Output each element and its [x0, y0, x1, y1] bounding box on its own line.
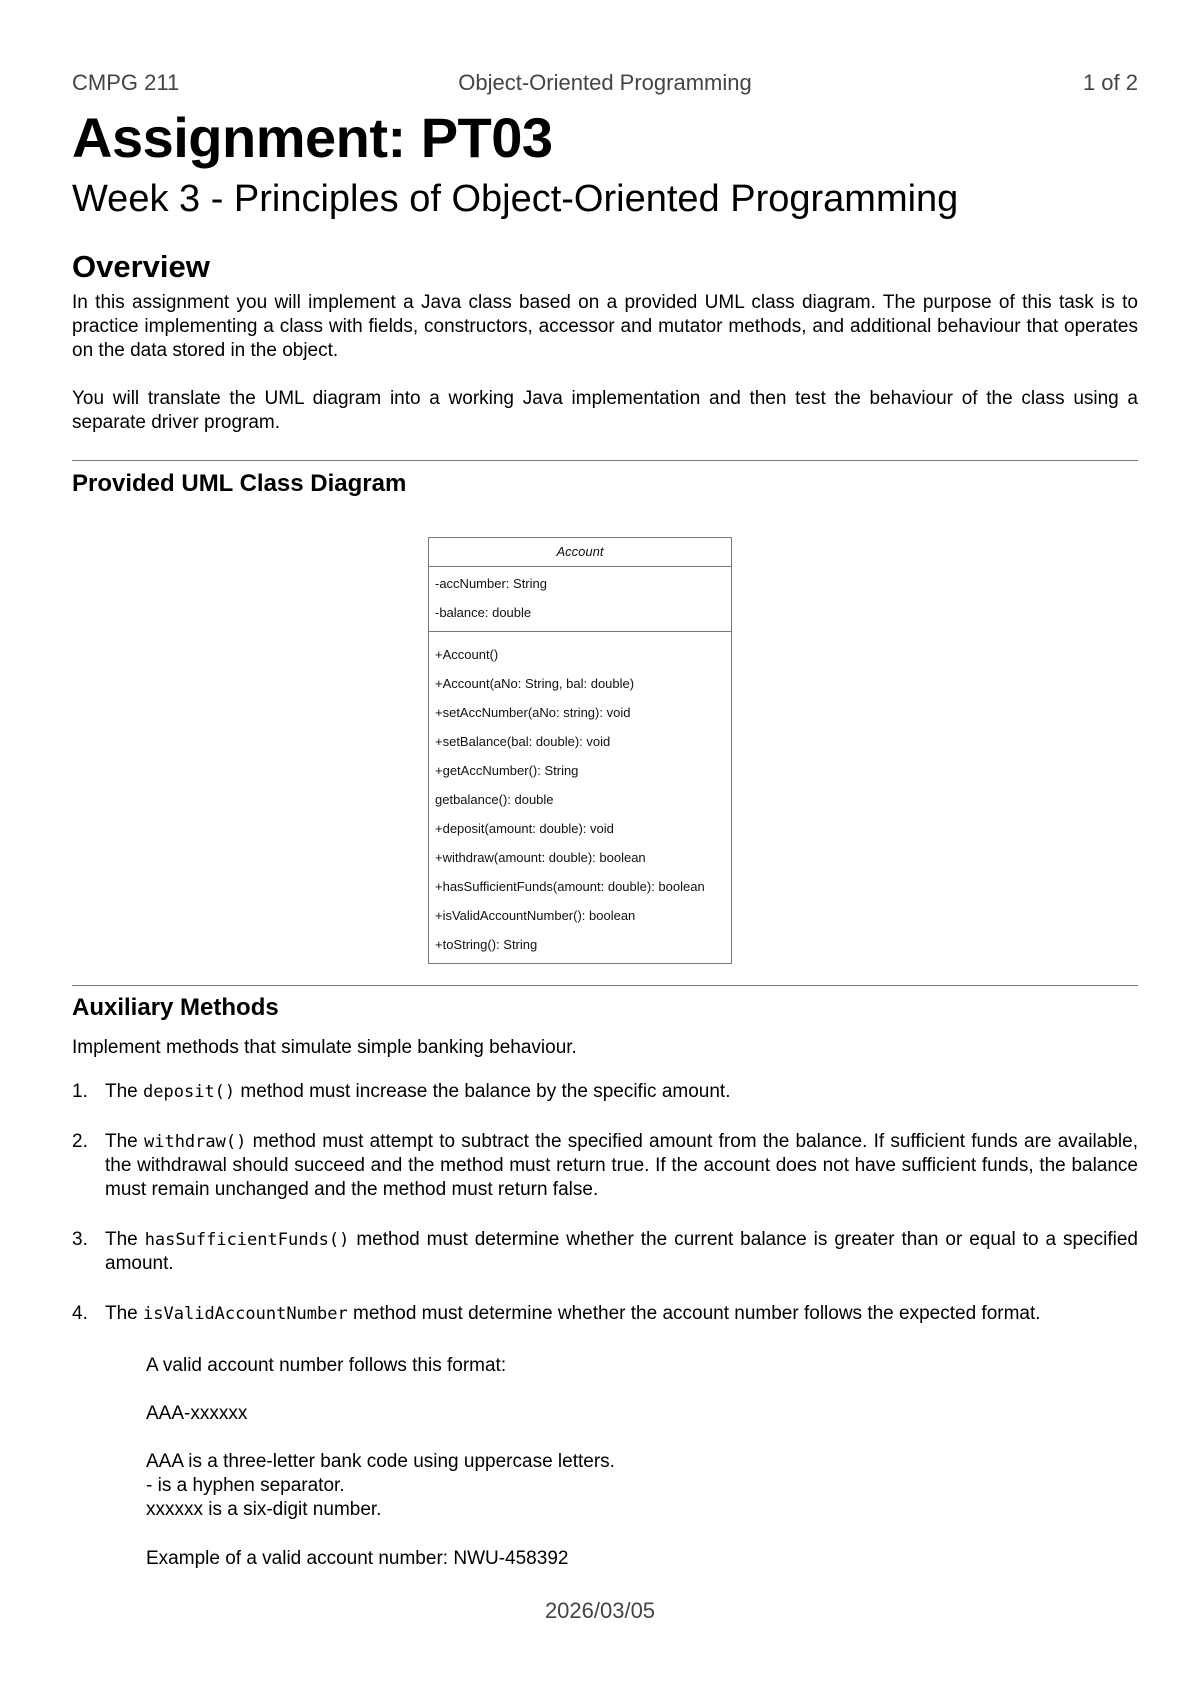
uml-operation: +Account(aNo: String, bal: double) [435, 676, 635, 691]
uml-attribute: -accNumber: String [435, 576, 547, 591]
uml-operation: +isValidAccountNumber(): boolean [435, 908, 636, 923]
overview-paragraph-2: You will translate the UML diagram into a working Java implementation and then test the behaviour of the class using a separate driver program. [72, 388, 1138, 433]
list-text: method must attempt to subtract the specified amount from the balance. If sufficient funds are available, the withdrawal should succeed and the method must return true. If the account does not have sufficient funds, the balance must remain unchanged and the method must return false. [105, 1131, 1138, 1200]
overview-paragraph-1: In this assignment you will implement a Java class based on a provided UML class diagram. The purpose of this task is to practice implementing a class with fields, constructors, accessor and mutator methods, and additional behaviour that operates on the data stored in the object. [72, 292, 1138, 361]
section-divider [72, 460, 1138, 461]
page-header [72, 70, 1138, 100]
method-name: deposit() [143, 1082, 236, 1102]
course-subject: Object-Oriented Programming [458, 70, 752, 95]
uml-operation: +withdraw(amount: double): boolean [435, 850, 646, 865]
uml-operation: +setAccNumber(aNo: string): void [435, 705, 631, 720]
format-intro: A valid account number follows this format: [146, 1355, 507, 1376]
list-number: 2. [72, 1131, 88, 1152]
section-divider [72, 985, 1138, 986]
method-name: isValidAccountNumber [143, 1304, 348, 1324]
method-name: withdraw() [143, 1132, 247, 1152]
uml-operation: +deposit(amount: double): void [435, 821, 614, 836]
uml-operation: +toString(): String [435, 937, 538, 952]
page-title: Assignment: PT03 [72, 106, 553, 169]
list-text: method must determine whether the current balance is greater than or equal to a specified amount. [105, 1229, 1138, 1274]
list-text: The [105, 1229, 145, 1250]
list-text: The [105, 1303, 144, 1324]
list-number: 3. [72, 1229, 88, 1250]
format-pattern: AAA-xxxxxx [146, 1403, 248, 1424]
uml-operation: +setBalance(bal: double): void [435, 734, 611, 749]
list-number: 4. [72, 1303, 88, 1324]
uml-section-heading: Provided UML Class Diagram [72, 470, 407, 497]
example-label: Example of a valid account number: [146, 1548, 454, 1569]
uml-operation: +getAccNumber(): String [435, 763, 579, 778]
uml-class-diagram [428, 537, 732, 964]
page-number: 1 of 2 [1082, 70, 1138, 95]
uml-operation: +Account() [435, 647, 499, 662]
auxiliary-intro: Implement methods that simulate simple banking behaviour. [72, 1037, 577, 1058]
method-name: hasSufficientFunds() [144, 1230, 350, 1250]
page-subtitle: Week 3 - Principles of Object-Oriented Programming [72, 178, 959, 220]
auxiliary-heading: Auxiliary Methods [72, 994, 279, 1021]
format-rule: AAA is a three-letter bank code using uppercase letters. [146, 1451, 615, 1472]
list-item [72, 1302, 1138, 1326]
uml-class-name: Account [429, 538, 731, 567]
page-footer-date: 2026/03/05 [544, 1598, 656, 1623]
list-text: method must determine whether the account number follows the expected format. [347, 1303, 1041, 1324]
uml-operations [429, 632, 731, 963]
uml-operation: +hasSufficientFunds(amount: double): boolean [435, 879, 705, 894]
uml-attributes [429, 567, 731, 632]
format-example [146, 1547, 568, 1571]
list-text: The [105, 1131, 144, 1152]
requirements-list [72, 1080, 1138, 1326]
overview-heading: Overview [72, 249, 210, 284]
course-code: CMPG 211 [72, 70, 180, 95]
list-number: 1. [72, 1081, 88, 1102]
uml-attribute: -balance: double [435, 605, 532, 620]
uml-operation: getbalance(): double [435, 792, 554, 807]
list-text: The [105, 1081, 144, 1102]
list-text: method must increase the balance by the specific amount. [235, 1081, 731, 1102]
list-item [72, 1228, 1138, 1276]
example-value: NWU-458392 [453, 1548, 569, 1569]
format-rule: - is a hyphen separator. [146, 1475, 345, 1496]
list-item [72, 1130, 1138, 1202]
format-rule: xxxxxx is a six-digit number. [146, 1499, 382, 1520]
list-item [72, 1080, 1138, 1104]
